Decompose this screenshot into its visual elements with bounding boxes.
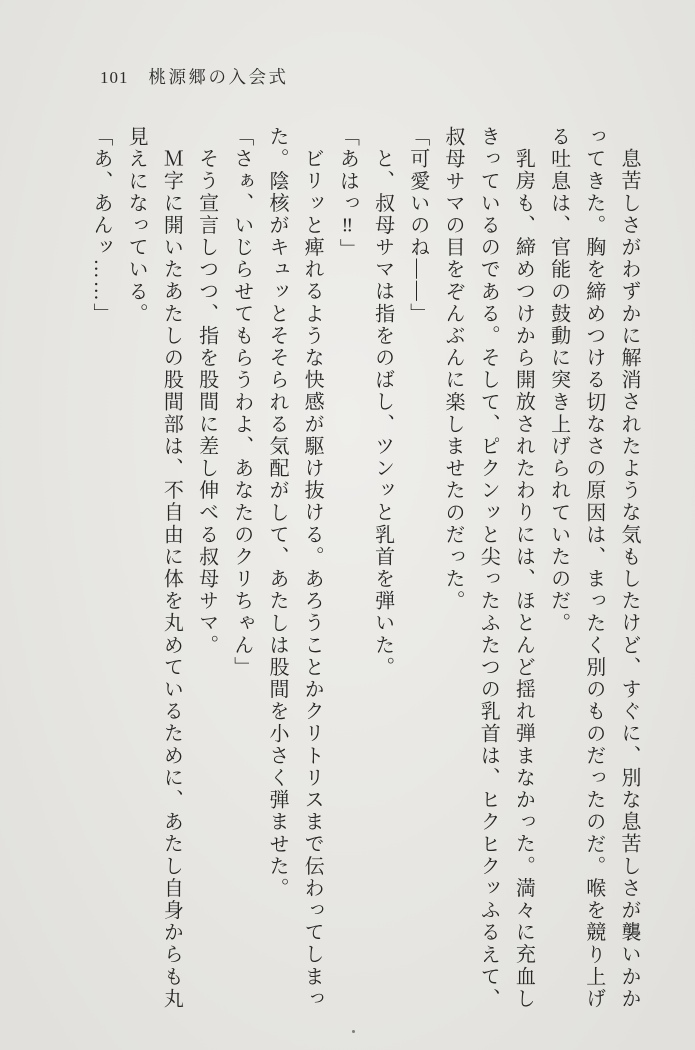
- text-line: ビリッと痺れるような快感が駆け抜ける。あろうことかクリトリスまで伝わってしまっ: [301, 148, 324, 1010]
- text-line: ってきた。胸を締めつける切なさの原因は、まったく別のものだったのだ。喉を競り上げ: [582, 126, 605, 1010]
- text-line: きっているのである。そして、ピクンッと尖ったふたつの乳首は、ヒクヒクッふるえて、: [477, 126, 500, 1010]
- text-line: そう宣言しつつ、指を股間に差し伸べる叔母サマ。: [195, 148, 218, 657]
- body-text-block: [83, 126, 646, 1012]
- page-header: [100, 64, 289, 89]
- text-line: 「可愛いのね——」: [406, 126, 429, 325]
- text-line: と、叔母サマは指をのばし、ツンッと乳首を弾いた。: [371, 148, 394, 679]
- text-line: 「あ、あんッ……」: [89, 126, 112, 325]
- text-line: 叔母サマの目をぞんぶんに楽しませたのだった。: [441, 126, 464, 613]
- chapter-title: 桃源郷の入会式: [148, 67, 289, 87]
- text-line: 「あはっ‼」: [336, 126, 359, 261]
- text-line: 息苦しさがわずかに解消されたような気もしたけど、すぐに、別な息苦しさが襲いかか: [618, 148, 640, 1010]
- paper-speck: [352, 1030, 355, 1033]
- text-line: Ｍ字に開いたあたしの股間部は、不自由に体を丸めているために、あたし自身からも丸: [160, 148, 183, 1010]
- text-line: 「さぁ、いじらせてもらうわよ、あなたのクリちゃん」: [230, 126, 253, 679]
- text-line: る吐息は、官能の鼓動に突き上げられていたのだ。: [547, 126, 570, 635]
- text-line: た。陰核がキュッとそそられる気配がして、あたしは股間を小さく弾ませた。: [265, 126, 288, 900]
- text-line: 乳房も、締めつけから開放されたわりには、ほとんど揺れ弾まなかった。満々に充血し: [512, 148, 535, 1010]
- page-number: 101: [100, 68, 129, 87]
- text-line: 見えになっている。: [125, 126, 148, 325]
